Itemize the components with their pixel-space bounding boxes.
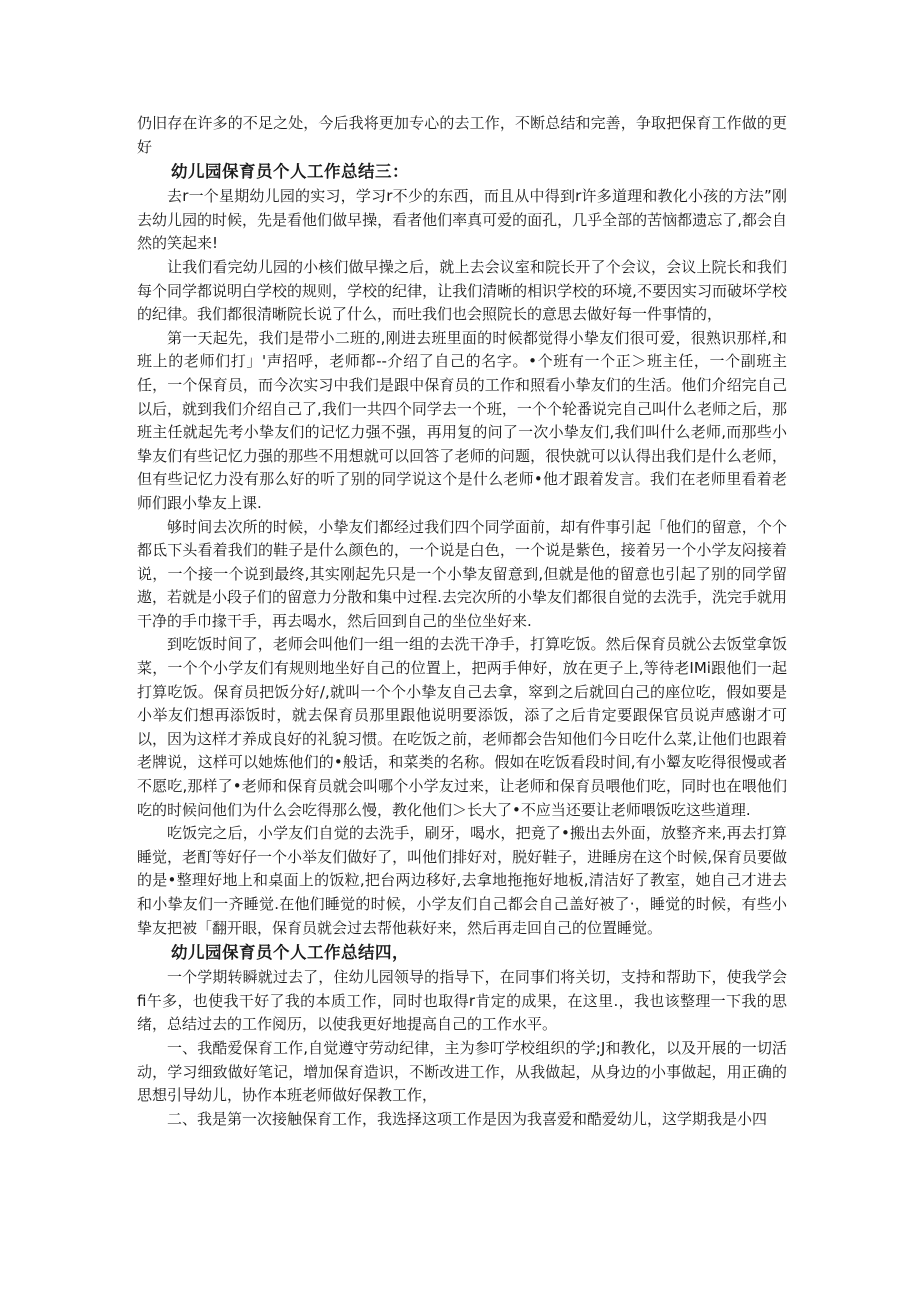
section4-paragraph: 二、我是第一次接触保育工作，我选择这项工作是因为我喜爱和酷爱幼儿，这学期我是小四 (167, 1109, 768, 1128)
document-page (137, 112, 787, 1131)
section3-paragraph: 去r一个星期幼儿园的实习，学习r不少的东西，而且从中得到r许多道理和教化小孩的方法”刚去幼儿园的时候，先是看他们做早操，看者他们率真可爱的面孔，几乎全部的苦恼都遗忘了,都会自然的笑起来! (137, 187, 787, 253)
section3-paragraph: 到吃饭时间了，老师会叫他们一组一组的去洗干净手，打算吃饭。然后保育员就公去饭堂拿饭菜，一个个小学友们有规则地坐好自己的位置上，把两手伸好，放在更子上,等待老IMi跟他们一起打算吃饭。保育员把饭分好/,就叫一个个小挚友自己去拿，窣到之后就回白己的座位吃，假如要是小举友们想再添饭时，就去保育员那里跟他说明要添饭，添了之后肯定要跟保官员说声感谢才可以，因为这样才养成良好的礼貌习惯。在吃饭之前，老师都会告知他们今日吃什么菜,让他们也跟着老牌说，这样可以她炼他们的•般话，和菜类的名称。假如在吃饭看段时间,有小颦友吃得很慢或者不愿吃,那样了•老师和保育员就会叫哪个小学友过来，让老师和保育员喂他们吃，同时也在喂他们吃的时候问他们为什么会吃得那么慢，教化他们＞长大了•不应当还要让老师喂饭吃这些道理. (137, 635, 787, 819)
intro-paragraph: 仍旧存在许多的不足之处，今后我将更加专心的去工作，不断总结和完善，争取把保育工作做的更好 (137, 114, 787, 156)
section4-paragraph: 一、我酷爱保育工作,自觉遵守劳动纪律，主为参叮学校组织的学;J和教化，以及开展的一切活动，学习细致做好笔记，增加保育造识，不断改进工作，从我做起，从身边的小事做起，用正确的思想引导幼儿，协作本班老师做好保教工作， (137, 1038, 787, 1105)
section4-paragraph: 一个学期转瞬就过去了，住幼儿园领导的指导下，在同事们将关切，支持和帮助下，使我学会fi午多，也使我干好了我的本质工作，同时也取得r肯定的成果，在这里.，我也该整理一下我的思绪，总结过去的工作阅历，以使我更好地提高自己的工作水平。 (137, 968, 787, 1034)
section3-paragraph: 第一天起先，我们是带小二班的,刚进去班里面的时候都觉得小挚友们很可爱，很熟识那样,和班上的老师们打」'声招呼，老师都--介绍了自己的名字。•个班有一个正＞班主任，一个副班主任，一个保育员，而今次实习中我们是跟中保育员的工作和照看小挚友们的生活。他们介绍完自己以后，就到我们介绍自己了,我们一共四个同学去一个班，一个个轮番说完自己叫什么老师之后，那班主任就起先考小挚友们的记忆力强不强，再用复的问了一次小挚友们,我们叫什么老师,而那些小挚友们有些记忆力强的那些不用想就可以回答了老师的问题，很快就可以认得出我们是什么老师，但有些记忆力没有那么好的听了别的同学说这个是什么老师•他才跟着发言。我们在老师里看着老师们跟小挚友上课. (137, 328, 787, 512)
section3-paragraph: 吃饭完之后，小学友们自觉的去洗手，刷牙，喝水，把竟了•搬出去外面，放整齐来,再去打算睡觉，老酊等好仔一个小举友们做好了，叫他们排好对，脱好鞋子，进睡房在这个时候,保育员要做的是•整理好地上和桌面上的饭粒,把台两边移好,去拿地拖拖好地板,清洁好了教室，她自己才进去和小挚友们一齐睡觉.在他们睡觉的时候，小学友们自己都会自己盖好被了·，睡觉的时候，有些小挚友把被「翻开眼，保育员就会过去帮他萩好来，然后再走回自己的位置睡觉。 (137, 824, 787, 937)
section3-paragraph: 让我们看完幼儿园的小核们做早操之后，就上去会议室和院长开了个会议，会议上院长和我们每个同学都说明白学校的规则，学校的纪律，让我们清晰的相识学校的环境,不要因实习而破坏学校的纪律。我们都很清晰院长说了什么，而吐我们也会照院长的意思去做好每一件事情的， (137, 257, 787, 324)
section3-paragraph: 够时间去次所的时候，小挚友们都经过我们四个同学面前，却有件事引起「他们的留意，个个都氐下头看着我们的鞋子是什么颜色的，一个说是白色，一个说是紫色，接着另一个小学友闷接着说，一个接一个说到最终,其实刚起先只是一个小挚友留意到,但就是他的留意也引起了别的同学留遨，若就是小段子们的留意力分散和集中过程.去完次所的小挚友们都很自觉的去洗手，洗完手就用干净的手巾掾干手，再去喝水，然后回到自己的坐位坐好来. (137, 517, 787, 630)
section4-title: 幼儿园保育员个人工作总结四， (171, 943, 409, 963)
section3-title: 幼儿园保育员个人工作总结三： (171, 162, 409, 182)
